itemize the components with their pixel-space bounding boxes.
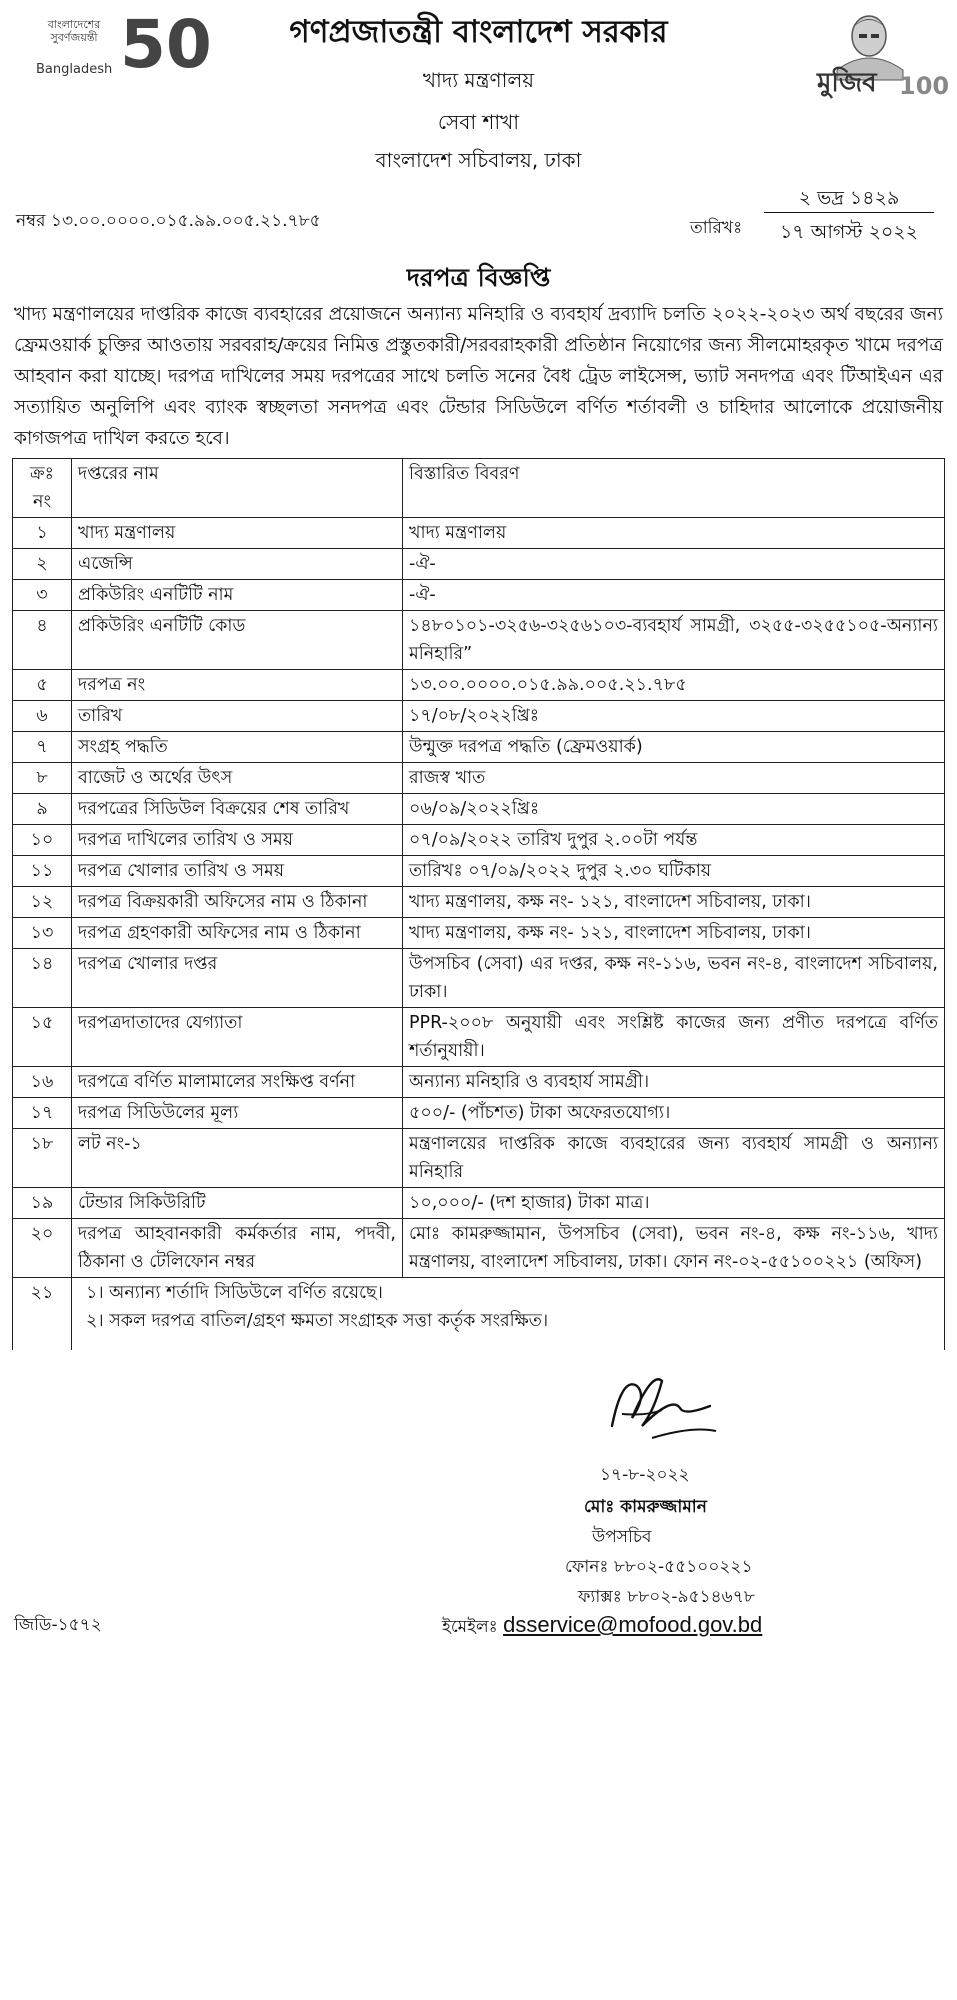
- row-details: মন্ত্রণালয়ের দাপ্তরিক কাজে ব্যবহারের জন্য ব্যবহার্য সামগ্রী ও অন্যান্য মনিহারি: [403, 1129, 945, 1188]
- table-header-row: [13, 459, 945, 518]
- table-row: [13, 611, 945, 670]
- table-row: [13, 732, 945, 763]
- table-row: [13, 794, 945, 825]
- document-header: [12, 0, 950, 178]
- row-details: -ঐ-: [403, 549, 945, 580]
- row-details: রাজস্ব খাত: [403, 763, 945, 794]
- row-serial: ১৬: [13, 1067, 72, 1098]
- row-details: ৫০০/- (পাঁচশত) টাকা অফেরতযোগ্য।: [403, 1098, 945, 1129]
- table-row: [13, 1129, 945, 1188]
- row-office-name: দরপত্রে বর্ণিত মালামালের সংক্ষিপ্ত বর্ণনা: [72, 1067, 403, 1098]
- terms-cell: [72, 1278, 945, 1351]
- row-serial: ৮: [13, 763, 72, 794]
- mujib-hundred-text: 100: [899, 72, 950, 100]
- row-office-name: লট নং-১: [72, 1129, 403, 1188]
- row-details: -ঐ-: [403, 580, 945, 611]
- row-office-name: সংগ্রহ পদ্ধতি: [72, 732, 403, 763]
- signature-mark: [592, 1356, 732, 1446]
- row-serial: ৫: [13, 670, 72, 701]
- table-row-terms: [13, 1278, 945, 1351]
- row-details: অন্যান্য মনিহারি ও ব্যবহার্য সামগ্রী।: [403, 1067, 945, 1098]
- row-office-name: দরপত্র বিক্রয়কারী অফিসের নাম ও ঠিকানা: [72, 887, 403, 918]
- row-details: উন্মুক্ত দরপত্র পদ্ধতি (ফ্রেমওয়ার্ক): [403, 732, 945, 763]
- notice-intro-paragraph: খাদ্য মন্ত্রণালয়ের দাপ্তরিক কাজে ব্যবহারের প্রয়োজনে অন্যান্য মনিহারি ও ব্যবহার্য দ্রব্যাদি চলতি ২০২২-২০২৩ অর্থ বছরের জন্য ফ্রেমওয়ার্ক চুক্তির আওতায় সরবরাহ/ক্রয়ের নিমিত্ত প্রস্তুতকারী/সরবরাহকারী প্রতিষ্ঠান নিয়োগের জন্য সীলমোহরকৃত খামে দরপত্র আহবান করা যাচ্ছে। দরপত্র দাখিলের সময় দরপত্রের সাথে চলতি সনের বৈধ ট্রেড লাইসেন্স, ভ্যাট সনদপত্র এবং টিআইএন এর সত্যায়িত অনুলিপি এবং ব্যাংক স্বচ্ছলতা সনদপত্র এবং টেন্ডার সিডিউলে বর্ণিত শর্তাবলী ও চাহিদার আলোকে প্রয়োজনীয় কাগজপত্র দাখিল করতে হবে।: [14, 304, 943, 449]
- table-row: [13, 1008, 945, 1067]
- header-office-name: দপ্তরের নাম: [72, 459, 403, 518]
- memo-number: নম্বর ১৩.০০.০০০০.০১৫.৯৯.০০৫.২১.৭৮৫: [16, 211, 321, 231]
- signatory-email-line: [442, 1612, 762, 1642]
- jubilee-bangladesh-text: Bangladesh: [36, 62, 113, 77]
- email-link[interactable]: dsservice@mofood.gov.bd: [503, 1612, 763, 1637]
- date-divider: [764, 212, 934, 213]
- date-bangla-calendar: ২ ভদ্র ১৪২৯: [798, 187, 900, 209]
- mujib-borsho-logo: [807, 10, 950, 106]
- row-serial: ১৩: [13, 918, 72, 949]
- row-office-name: তারিখ: [72, 701, 403, 732]
- table-row: [13, 670, 945, 701]
- table-row: [13, 1219, 945, 1278]
- row-details: তারিখঃ ০৭/০৯/২০২২ দুপুর ২.৩০ ঘটিকায়: [403, 856, 945, 887]
- table-row: [13, 856, 945, 887]
- row-serial: ৬: [13, 701, 72, 732]
- row-details: ১৪৮০১০১-৩২৫৬-৩২৫৬১০৩-ব্যবহার্য সামগ্রী, ৩২৫৫-৩২৫৫১০৫-অন্যান্য মনিহারি”: [403, 611, 945, 670]
- row-serial: ২০: [13, 1219, 72, 1278]
- row-office-name: প্রকিউরিং এনটিটি নাম: [72, 580, 403, 611]
- row-serial: ২১: [13, 1278, 72, 1351]
- row-office-name: দরপত্র দাখিলের তারিখ ও সময়: [72, 825, 403, 856]
- signatory-designation: উপসচিব: [592, 1527, 652, 1547]
- row-serial: ৭: [13, 732, 72, 763]
- table-row: [13, 949, 945, 1008]
- row-serial: ১: [13, 518, 72, 549]
- row-details: PPR-২০০৮ অনুযায়ী এবং সংশ্লিষ্ট কাজের জন্য প্রণীত দরপত্রে বর্ণিত শর্তানুযায়ী।: [403, 1008, 945, 1067]
- jubilee-small-text: বাংলাদেশের সুবর্ণজয়ন্তী: [47, 18, 101, 44]
- row-office-name: বাজেট ও অর্থের উৎস: [72, 763, 403, 794]
- row-details: ০৭/০৯/২০২২ তারিখ দুপুর ২.০০টা পর্যন্ত: [403, 825, 945, 856]
- row-details: ১০,০০০/- (দশ হাজার) টাকা মাত্র।: [403, 1188, 945, 1219]
- table-row: [13, 580, 945, 611]
- row-office-name: প্রকিউরিং এনটিটি কোড: [72, 611, 403, 670]
- gd-code: জিডি-১৫৭২: [14, 1615, 102, 1635]
- header-serial: ক্রঃ নং: [13, 459, 72, 518]
- row-details: খাদ্য মন্ত্রণালয়, কক্ষ নং- ১২১, বাংলাদেশ সচিবালয়, ঢাকা।: [403, 887, 945, 918]
- row-office-name: দরপত্র খোলার দপ্তর: [72, 949, 403, 1008]
- mujib-text: মুজিব: [817, 68, 877, 98]
- government-title: গণপ্রজাতন্ত্রী বাংলাদেশ সরকার: [289, 14, 668, 50]
- terms-line-1: ১। অন্যান্য শর্তাদি সিডিউলে বর্ণিত রয়েছে।: [86, 1283, 383, 1303]
- table-row: [13, 701, 945, 732]
- table-row: [13, 549, 945, 580]
- date-english-calendar: ১৭ আগস্ট ২০২২: [779, 221, 919, 243]
- ministry-name: খাদ্য মন্ত্রণালয়: [422, 68, 535, 92]
- row-details: মোঃ কামরুজ্জামান, উপসচিব (সেবা), ভবন নং-৪, কক্ষ নং-১১৬, খাদ্য মন্ত্রণালয়, বাংলাদেশ সচিবালয়, ঢাকা। ফোন নং-০২-৫৫১০০২২১ (অফিস): [403, 1219, 945, 1278]
- table-row: [13, 825, 945, 856]
- date-label: তারিখঃ: [690, 218, 743, 238]
- row-office-name: দরপত্র নং: [72, 670, 403, 701]
- signatory-fax: ফ্যাক্সঃ ৮৮০২-৯৫১৪৬৭৮: [578, 1587, 755, 1607]
- row-serial: ১৫: [13, 1008, 72, 1067]
- row-office-name: খাদ্য মন্ত্রণালয়: [72, 518, 403, 549]
- row-office-name: দরপত্রের সিডিউল বিক্রয়ের শেষ তারিখ: [72, 794, 403, 825]
- row-office-name: দরপত্র গ্রহণকারী অফিসের নাম ও ঠিকানা: [72, 918, 403, 949]
- row-details: খাদ্য মন্ত্রণালয়, কক্ষ নং- ১২১, বাংলাদেশ সচিবালয়, ঢাকা।: [403, 918, 945, 949]
- row-office-name: দরপত্র সিডিউলের মূল্য: [72, 1098, 403, 1129]
- row-details: ১৭/০৮/২০২২খ্রিঃ: [403, 701, 945, 732]
- row-serial: ১৪: [13, 949, 72, 1008]
- table-row: [13, 887, 945, 918]
- row-office-name: দরপত্র খোলার তারিখ ও সময়: [72, 856, 403, 887]
- row-details: উপসচিব (সেবা) এর দপ্তর, কক্ষ নং-১১৬, ভবন নং-৪, বাংলাদেশ সচিবালয়, ঢাকা।: [403, 949, 945, 1008]
- signatory-name: মোঃ কামরুজ্জামান: [584, 1497, 707, 1517]
- notice-title: দরপত্র বিজ্ঞপ্তি: [406, 263, 551, 292]
- tender-details-table: [12, 458, 945, 1350]
- row-serial: ১৮: [13, 1129, 72, 1188]
- signature-date: ১৭-৮-২০২২: [600, 1465, 690, 1485]
- signature-block: [12, 1350, 945, 1640]
- office-location: বাংলাদেশ সচিবালয়, ঢাকা: [375, 148, 582, 172]
- table-row: [13, 1098, 945, 1129]
- reference-line: [12, 178, 945, 248]
- row-office-name: দরপত্রদাতাদের যেগ্যাতা: [72, 1008, 403, 1067]
- signatory-phone: ফোনঃ ৮৮০২-৫৫১০০২২১: [565, 1557, 753, 1577]
- row-serial: ৪: [13, 611, 72, 670]
- branch-name: সেবা শাখা: [437, 110, 520, 134]
- table-row: [13, 1188, 945, 1219]
- table-row: [13, 518, 945, 549]
- row-serial: ১১: [13, 856, 72, 887]
- table-row: [13, 1067, 945, 1098]
- row-serial: ১০: [13, 825, 72, 856]
- row-details: ১৩.০০.০০০০.০১৫.৯৯.০০৫.২১.৭৮৫: [403, 670, 945, 701]
- jubilee-fifty-text: 50: [120, 6, 212, 83]
- table-row: [13, 918, 945, 949]
- row-details: ০৬/০৯/২০২২খ্রিঃ: [403, 794, 945, 825]
- header-details: বিস্তারিত বিবরণ: [403, 459, 945, 518]
- email-label: ইমেইলঃ: [442, 1617, 498, 1637]
- row-office-name: দরপত্র আহবানকারী কর্মকর্তার নাম, পদবী, ঠিকানা ও টেলিফোন নম্বর: [72, 1219, 403, 1278]
- row-serial: ১২: [13, 887, 72, 918]
- row-details: খাদ্য মন্ত্রণালয়: [403, 518, 945, 549]
- row-serial: ১৭: [13, 1098, 72, 1129]
- terms-line-2: ২। সকল দরপত্র বাতিল/গ্রহণ ক্ষমতা সংগ্রাহক সত্তা কর্তৃক সংরক্ষিত।: [86, 1311, 549, 1331]
- row-office-name: টেন্ডার সিকিউরিটি: [72, 1188, 403, 1219]
- row-office-name: এজেন্সি: [72, 549, 403, 580]
- row-serial: ৯: [13, 794, 72, 825]
- row-serial: ৩: [13, 580, 72, 611]
- table-row: [13, 763, 945, 794]
- row-serial: ১৯: [13, 1188, 72, 1219]
- row-serial: ২: [13, 549, 72, 580]
